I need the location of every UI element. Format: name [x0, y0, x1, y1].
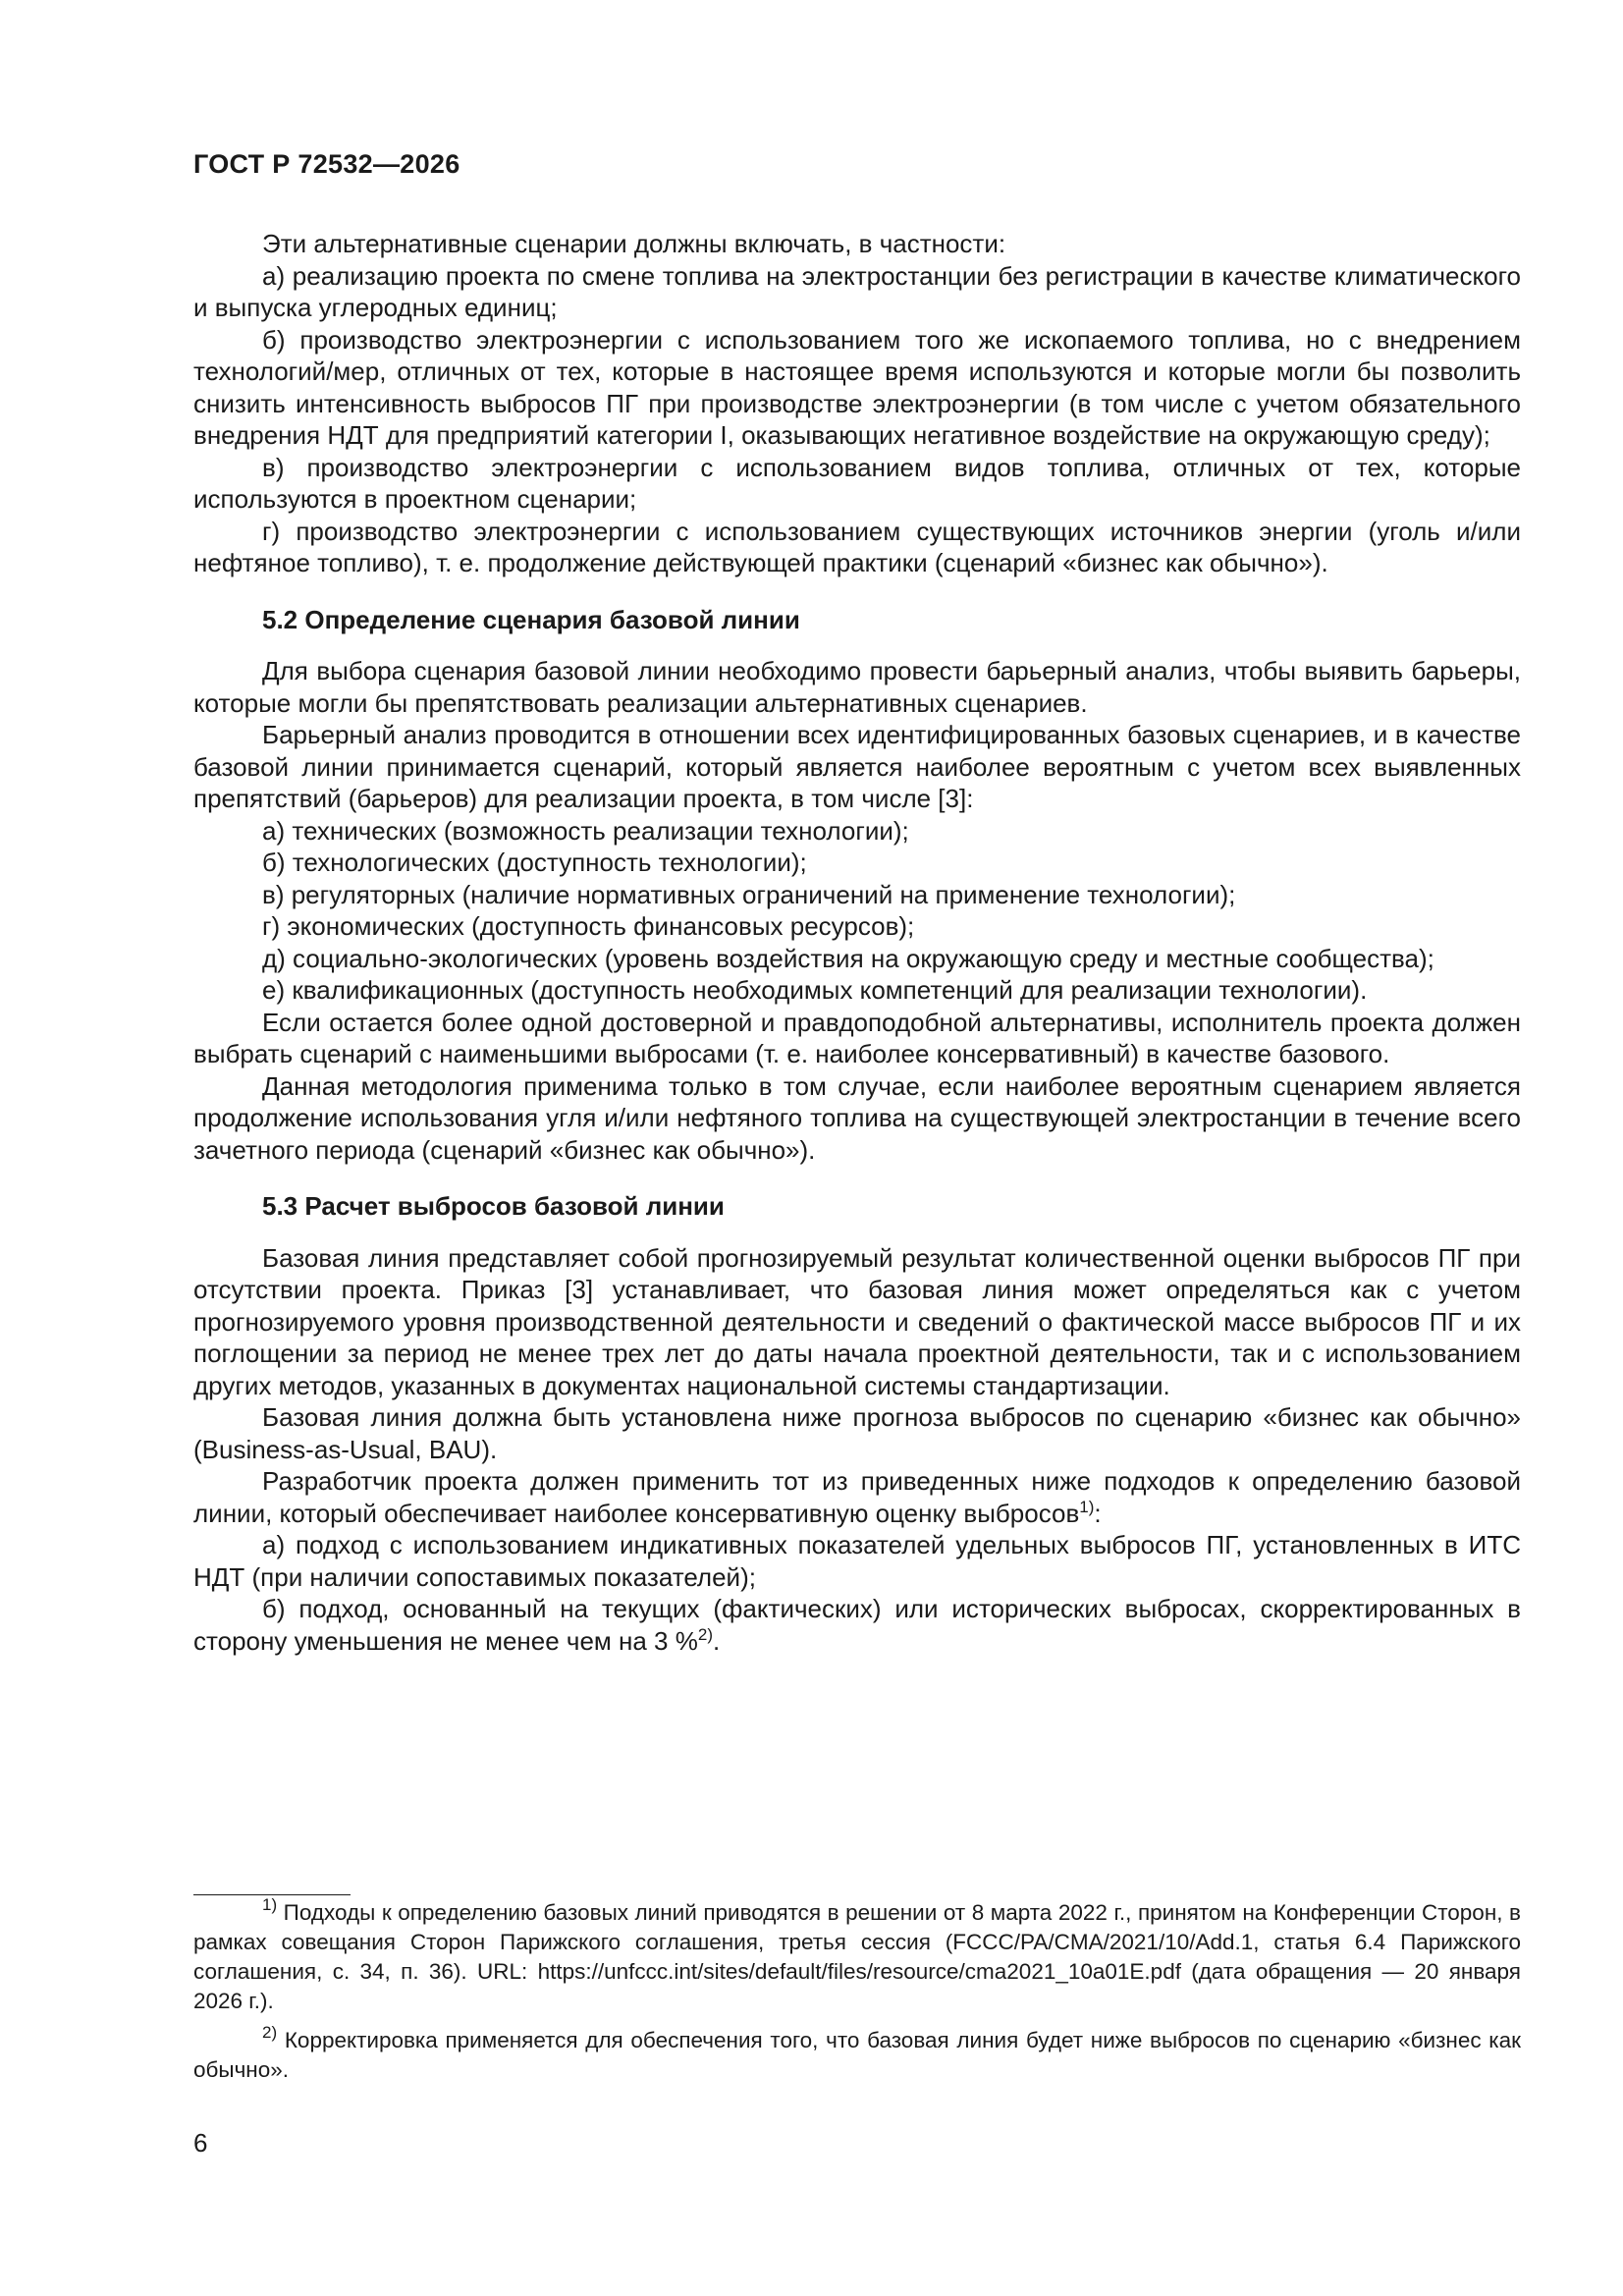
footnote-2 [193, 2023, 1521, 2085]
paragraph: Барьерный анализ проводится в отношении всех идентифицированных базовых сценариев, и в качестве базовой линии принимается сценарий, который является наиболее вероятным с учетом всех выявленных препятствий (барьеров) для реализации проекта, в том числе [3]: [193, 720, 1521, 813]
footnote-1 [193, 1895, 1521, 2016]
footnote-ref-2[interactable]: 2) [697, 1624, 713, 1644]
list-item-punct: . [712, 1625, 721, 1656]
section-heading-5-3: 5.3 Расчет выбросов базовой линии [262, 1191, 725, 1221]
page-number: 6 [193, 2128, 208, 2158]
list-item: б) производство электроэнергии с использованием того же ископаемого топлива, но с внедрением технологий/мер, отличных от тех, которые в настоящее время используются и которые могли бы позволить снизить интенсивность выбросов ПГ при производстве электроэнергии (в том числе с учетом обязательного внедрения НДТ для предприятий категории I, оказывающих негативное воздействие на окружающую среду); [193, 324, 1521, 450]
paragraph-punct: : [1094, 1498, 1102, 1528]
paragraph: Для выбора сценария базовой линии необходимо провести барьерный анализ, чтобы выявить барьеры, которые могли бы препятствовать реализации альтернативных сценариев. [193, 656, 1521, 718]
list-item: б) технологических (доступность технологии); [262, 847, 807, 877]
footnote-text: Подходы к определению базовых линий приводятся в решении от 8 марта 2022 г., принятом на Конференции Сторон, в рамках совещания Сторон Парижского соглашения, третья сессия (FCCC/PA/CMA/2021/10/Add.1, статья 6.4 Парижского соглашения, с. 34, п. 36). URL: https://unfccc.int/sites/default/files/resource/cma2021_10a01E.pdf (дата обращения — 20 января 2026 г.). [193, 1900, 1521, 2013]
list-item: г) производство электроэнергии с использованием существующих источников энергии (уголь и/или нефтяное топливо), т. е. продолжение действующей практики (сценарий «бизнес как обычно»). [193, 516, 1521, 577]
list-item [193, 1593, 1521, 1657]
footnote-marker: 2) [262, 2023, 278, 2042]
section-heading-5-2: 5.2 Определение сценария базовой линии [262, 604, 800, 634]
list-item: а) реализацию проекта по смене топлива на электростанции без регистрации в качестве климатического и выпуска углеродных единиц; [193, 260, 1521, 322]
list-item-text: б) подход, основанный на текущих (фактических) или исторических выбросах, скорректированных в сторону уменьшения не менее чем на 3 % [193, 1594, 1521, 1656]
footnotes [193, 1895, 1521, 2095]
paragraph: Данная методология применима только в том случае, если наиболее вероятным сценарием является продолжение использования угля и/или нефтяного топлива на существующей электростанции в течение всего зачетного периода (сценарий «бизнес как обычно»). [193, 1070, 1521, 1165]
list-item: в) регуляторных (наличие нормативных ограничений на применение технологии); [262, 879, 1236, 909]
list-item: а) технических (возможность реализации технологии); [262, 815, 909, 846]
list-item: е) квалификационных (доступность необходимых компетенций для реализации технологии). [262, 975, 1368, 1005]
list-item: в) производство электроэнергии с использованием видов топлива, отличных от тех, которые используются в проектном сценарии; [193, 452, 1521, 514]
paragraph-text: Разработчик проекта должен применить тот из приведенных ниже подходов к определению базовой линии, который обеспечивает наиболее консервативную оценку выбросов [193, 1466, 1521, 1528]
paragraph [193, 1465, 1521, 1529]
footnote-marker: 1) [262, 1895, 278, 1914]
paragraph: Базовая линия представляет собой прогнозируемый результат количественной оценки выбросов ПГ при отсутствии проекта. Приказ [3] устанавливает, что базовая линия может определяться как с учетом прогнозируемого уровня производственной деятельности и сведений о фактической массе выбросов ПГ и их поглощении за период не менее трех лет до даты начала проектной деятельности, так и с использованием других методов, указанных в документах национальной системы стандартизации. [193, 1242, 1521, 1400]
document-body [193, 228, 1521, 1657]
paragraph: Если остается более одной достоверной и правдоподобной альтернативы, исполнитель проекта должен выбрать сценарий с наименьшими выбросами (т. е. наиболее консервативный) в качестве базового. [193, 1007, 1521, 1068]
footnote-text: Корректировка применяется для обеспечения того, что базовая линия будет ниже выбросов по сценарию «бизнес как обычно». [193, 2028, 1521, 2082]
document-header: ГОСТ Р 72532—2026 [193, 149, 460, 179]
list-item: г) экономических (доступность финансовых ресурсов); [262, 911, 915, 941]
list-item: д) социально-экологических (уровень воздействия на окружающую среду и местные сообщества); [262, 943, 1434, 973]
list-item: а) подход с использованием индикативных показателей удельных выбросов ПГ, установленных в ИТС НДТ (при наличии сопоставимых показателей); [193, 1530, 1521, 1592]
paragraph: Базовая линия должна быть установлена ниже прогноза выбросов по сценарию «бизнес как обычно» (Business-as-Usual, BAU). [193, 1402, 1521, 1464]
paragraph: Эти альтернативные сценарии должны включать, в частности: [262, 229, 1006, 258]
footnote-ref-1[interactable]: 1) [1079, 1497, 1095, 1516]
